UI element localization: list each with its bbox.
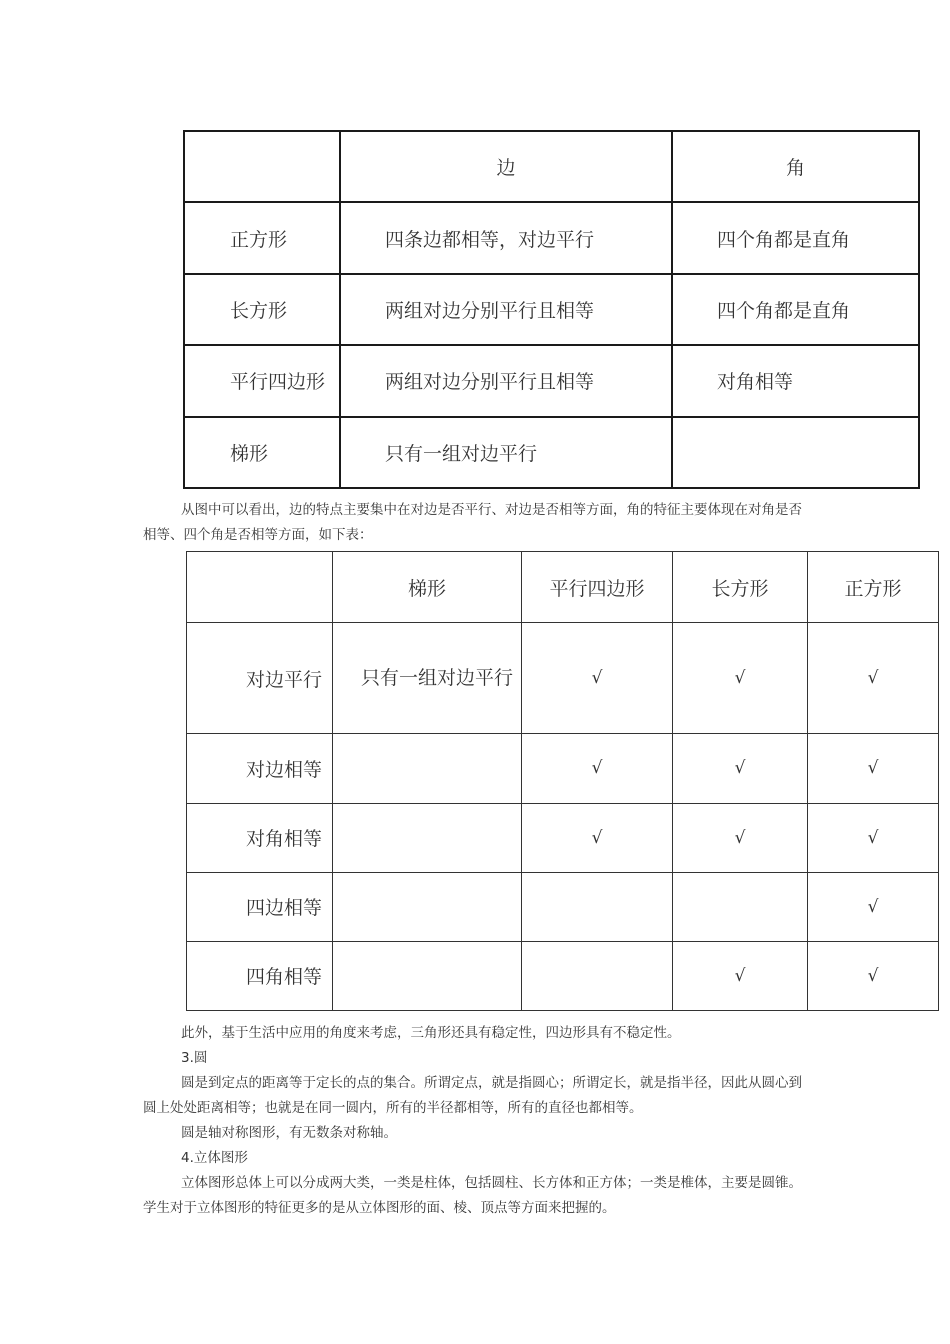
header-cell-angle: 角: [672, 131, 919, 202]
row-label: 梯形: [184, 417, 340, 488]
row-label: 对边平行: [187, 623, 333, 734]
parallelogram-cell: [522, 941, 673, 1010]
check-mark: √: [522, 623, 673, 734]
check-mark: √: [673, 803, 808, 872]
side-cell: 两组对边分别平行且相等: [340, 345, 672, 416]
row-label: 四边相等: [187, 872, 333, 941]
solids-paragraph: 立体图形总体上可以分成两大类，一类是柱体，包括圆柱、长方体和正方体；一类是椎体，主要是圆锥。学生对于立体图形的特征更多的是从立体图形的面、棱、顶点等方面来把握的。: [143, 1175, 802, 1216]
angle-cell: 四个角都是直角: [672, 202, 919, 273]
header-cell: [187, 552, 333, 623]
table-header-row: [184, 131, 919, 202]
table-header-row: [187, 552, 939, 623]
table-row: [187, 734, 939, 803]
row-label: 正方形: [184, 202, 340, 273]
table-row: [187, 941, 939, 1010]
table-row: [184, 274, 919, 345]
row-label: 对边相等: [187, 734, 333, 803]
header-cell-rectangle: 长方形: [673, 552, 808, 623]
property-comparison-table: [186, 551, 939, 1011]
table-row: [184, 345, 919, 416]
table-row: [187, 872, 939, 941]
header-cell-square: 正方形: [808, 552, 939, 623]
intro-paragraph: 从图中可以看出，边的特点主要集中在对边是否平行、对边是否相等方面，角的特征主要体现在对角是否相等、四个角是否相等方面，如下表：: [143, 502, 802, 543]
side-cell: 只有一组对边平行: [340, 417, 672, 488]
table-row: [184, 202, 919, 273]
row-label: 平行四边形: [184, 345, 340, 416]
table-row: [187, 803, 939, 872]
trapezoid-cell: [333, 803, 522, 872]
check-mark: √: [673, 623, 808, 734]
section-heading-circle: 3.圆: [181, 1050, 208, 1066]
angle-cell: 对角相等: [672, 345, 919, 416]
trapezoid-cell: 只有一组对边平行: [333, 623, 522, 734]
shape-properties-table: [183, 130, 920, 489]
side-cell: 两组对边分别平行且相等: [340, 274, 672, 345]
rectangle-cell: [673, 872, 808, 941]
side-cell: 四条边都相等，对边平行: [340, 202, 672, 273]
check-mark: √: [808, 941, 939, 1010]
check-mark: √: [808, 734, 939, 803]
angle-cell: 四个角都是直角: [672, 274, 919, 345]
circle-symmetry-paragraph: 圆是轴对称图形，有无数条对称轴。: [181, 1125, 397, 1141]
header-cell: [184, 131, 340, 202]
parallelogram-cell: [522, 872, 673, 941]
check-mark: √: [522, 803, 673, 872]
section-heading-solids: 4.立体图形: [181, 1150, 248, 1166]
stability-paragraph: 此外，基于生活中应用的角度来考虑，三角形还具有稳定性，四边形具有不稳定性。: [181, 1025, 681, 1041]
check-mark: √: [808, 872, 939, 941]
header-cell-parallelogram: 平行四边形: [522, 552, 673, 623]
check-mark: √: [673, 734, 808, 803]
check-mark: √: [522, 734, 673, 803]
trapezoid-cell: [333, 872, 522, 941]
row-label: 四角相等: [187, 941, 333, 1010]
check-mark: √: [808, 623, 939, 734]
header-cell-side: 边: [340, 131, 672, 202]
angle-cell: [672, 417, 919, 488]
table-row: [184, 417, 919, 488]
row-label: 长方形: [184, 274, 340, 345]
circle-definition-paragraph: 圆是到定点的距离等于定长的点的集合。所谓定点，就是指圆心；所谓定长，就是指半径，因此从圆心到圆上处处距离相等；也就是在同一圆内，所有的半径都相等，所有的直径也都相等。: [143, 1075, 802, 1116]
trapezoid-cell: [333, 941, 522, 1010]
check-mark: √: [808, 803, 939, 872]
row-label: 对角相等: [187, 803, 333, 872]
check-mark: √: [673, 941, 808, 1010]
table-row: [187, 623, 939, 734]
trapezoid-cell: [333, 734, 522, 803]
header-cell-trapezoid: 梯形: [333, 552, 522, 623]
